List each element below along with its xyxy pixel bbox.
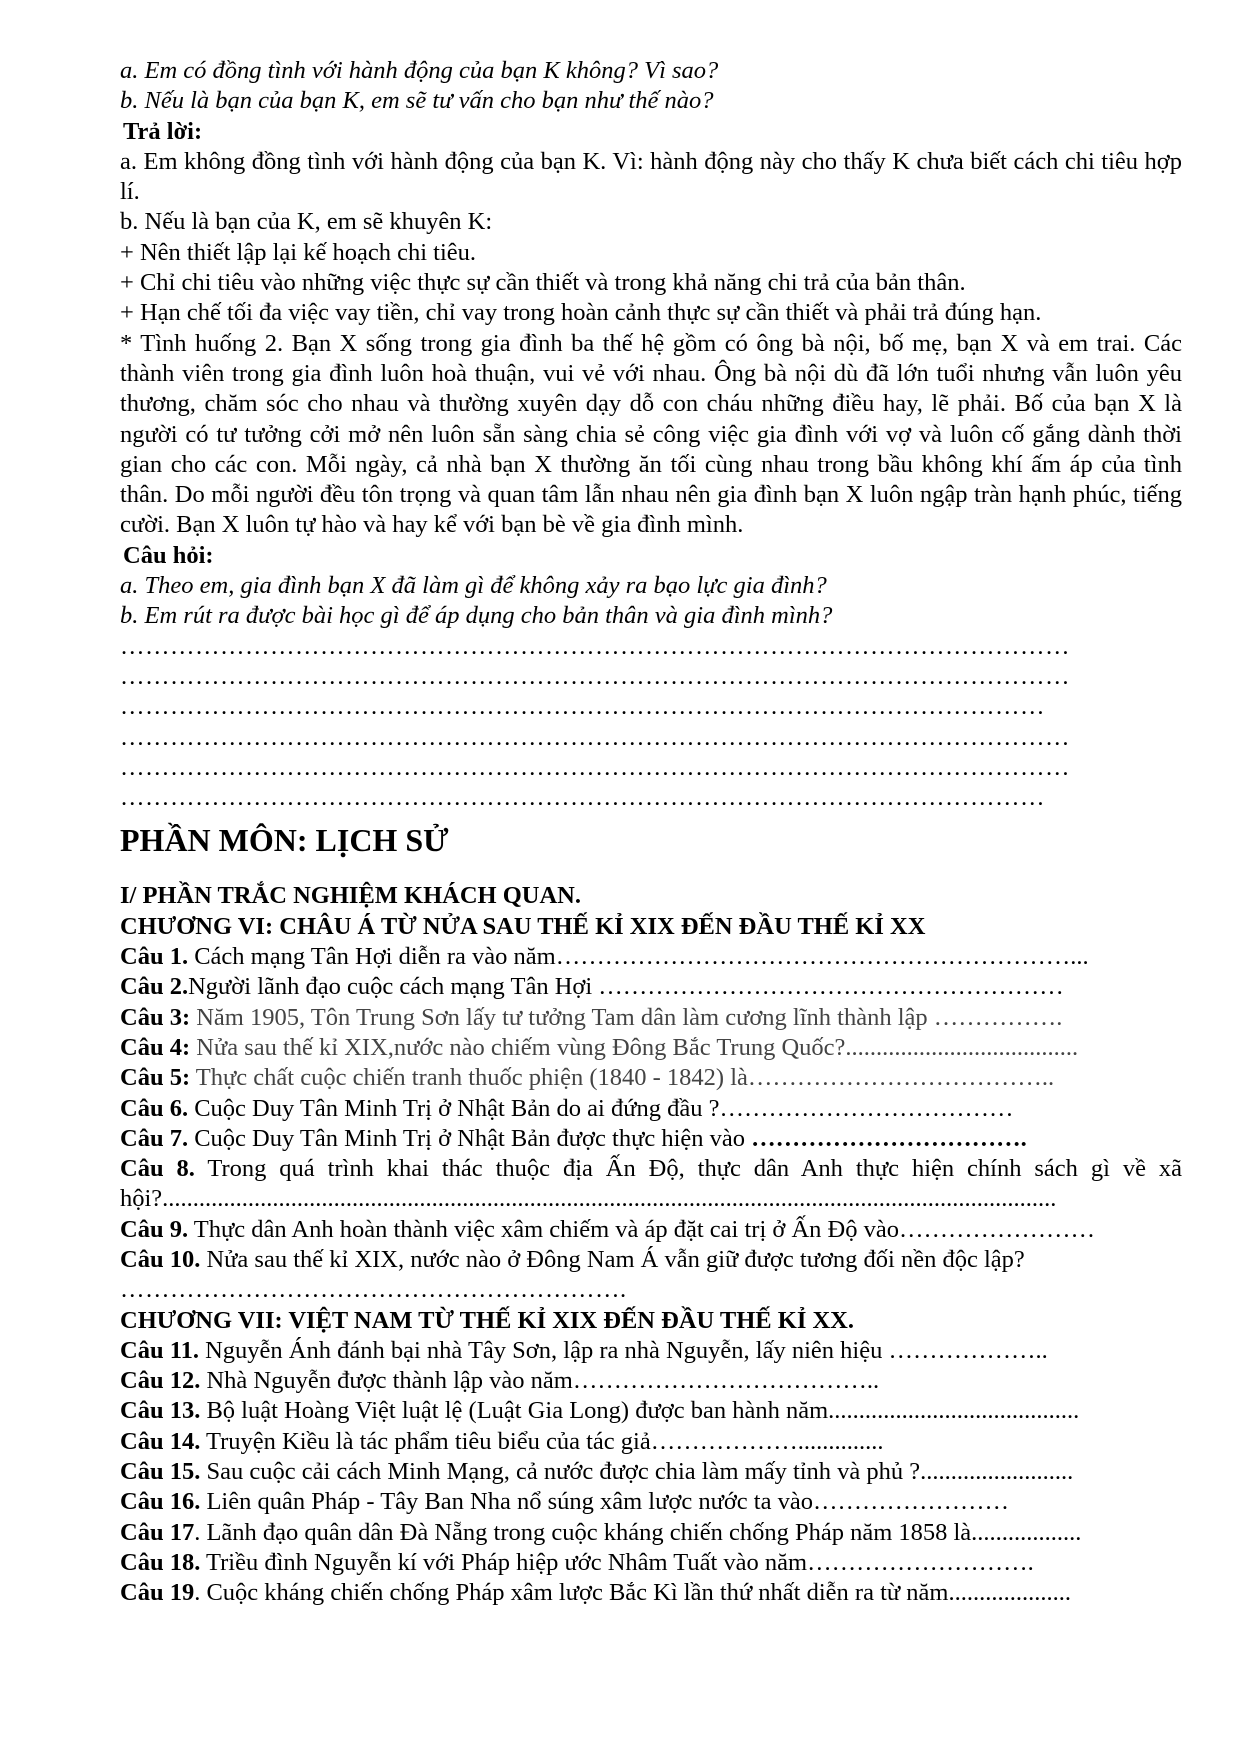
question-text: Nguyễn Ánh đánh bại nhà Tây Sơn, lập ra nhà Nguyễn, lấy niên hiệu ……………….. [198, 1336, 1048, 1364]
answer-label: Trả lời: [123, 117, 203, 145]
question-item [120, 1215, 1182, 1245]
question-number: Câu 6. [120, 1094, 189, 1122]
question-number: Câu 7. [120, 1124, 189, 1152]
question-text: Cách mạng Tân Hợi diễn ra vào năm………………………………………………………... [188, 943, 1089, 971]
question-text: Truyện Kiều là tác phẩm tiêu biểu của tác giả……………….............. [200, 1427, 884, 1455]
question-number: Câu 19 [120, 1579, 195, 1607]
history-section-title: PHẦN MÔN: LỊCH SỬ [120, 822, 449, 859]
question-label: Câu hỏi: [123, 541, 214, 569]
question-item [120, 1033, 1182, 1063]
question-text: Nhà Nguyễn được thành lập vào năm……………………………….. [200, 1367, 880, 1395]
question-item [120, 972, 1182, 1002]
question-text: . Cuộc kháng chiến chống Pháp xâm lược Bắc Kì lần thứ nhất diễn ra từ năm.................... [194, 1579, 1071, 1607]
question-text: Triều đình Nguyễn kí với Pháp hiệp ước Nhâm Tuất vào năm………………………. [200, 1548, 1034, 1576]
situation2-text: * Tình huống 2. Bạn X sống trong gia đình ba thế hệ gồm có ông bà nội, bố mẹ, bạn X và em trai. Các thành viên trong gia đình luôn hoà thuận, vui vẻ với nhau. Ông bà nội dù đã lớn tuổi nhưng vẫn luôn yêu thương, chăm sóc cho nhau và thường xuyên dạy dỗ con cháu những điều hay, lẽ phải. Bố của bạn X là người có tư tưởng cởi mở nên luôn sẵn sàng chia sẻ công việc gia đình với vợ và luôn cố gắng dành thời gian cho các con. Mỗi ngày, cả nhà bạn X thường ăn tối cùng nhau trong bầu không khí ấm áp của tình thân. Do mỗi người đều tôn trọng và quan tâm lẫn nhau nên gia đình bạn X luôn ngập tràn hạnh phúc, tiếng cười. Bạn X luôn tự hào và hay kể với bạn bè về gia đình mình. [120, 329, 1182, 539]
question-number: Câu 2. [120, 973, 189, 1001]
question-text: Nửa sau thế kỉ XIX, nước nào ở Đông Nam Á vẫn giữ được tương đối nền độc lập? [200, 1245, 1025, 1273]
question-number: Câu 12. [120, 1367, 201, 1395]
answer-line: ……………………………………………………. [120, 1276, 627, 1304]
question-number: Câu 3: [120, 1003, 191, 1031]
question-number: Câu 16. [120, 1488, 201, 1516]
advice-item: + Chỉ chi tiêu vào những việc thực sự cần thiết và trong khả năng chi trả của bản thân. [120, 269, 966, 297]
question-number: Câu 15. [120, 1458, 201, 1486]
document-page [120, 56, 1182, 1609]
question-item [120, 1427, 1182, 1457]
question-item [120, 942, 1182, 972]
question-item [120, 1245, 1182, 1275]
question-text: Năm 1905, Tôn Trung Sơn lấy tư tưởng Tam dân làm cương lĩnh thành lập ……………. [190, 1003, 1063, 1031]
question-text: Bộ luật Hoàng Việt luật lệ (Luật Gia Long) được ban hành năm......................................... [200, 1397, 1080, 1425]
situation1-answer-a: a. Em không đồng tình với hành động của bạn K. Vì: hành động này cho thấy K chưa biết cách chi tiêu hợp lí. [120, 147, 1182, 206]
answer-line: ………………………………………………………………………………………………… [120, 784, 1045, 812]
part-title: I/ PHẦN TRẮC NGHIỆM KHÁCH QUAN. [120, 882, 581, 910]
situation1-question-a: a. Em có đồng tình với hành động của bạn K không? Vì sao? [120, 57, 719, 84]
question-item [120, 1003, 1182, 1033]
situation1-answer-b: b. Nếu là bạn của K, em sẽ khuyên K: [120, 208, 493, 236]
question-item [120, 1063, 1182, 1093]
question-text: Cuộc Duy Tân Minh Trị ở Nhật Bản do ai đứng đầu ?……………………………… [188, 1094, 1014, 1122]
question-number: Câu 13. [120, 1397, 201, 1425]
question-number: Câu 8. [120, 1155, 195, 1183]
question-number: Câu 17 [120, 1518, 195, 1546]
question-item [120, 1396, 1182, 1426]
answer-line: …………………………………………………………………………………………………… [120, 632, 1070, 660]
question-number: Câu 18. [120, 1548, 201, 1576]
situation1-question-b: b. Nếu là bạn của bạn K, em sẽ tư vấn cho bạn như thế nào? [120, 87, 714, 115]
question-text: Trong quá trình khai thác thuộc địa Ấn Độ, thực dân Anh thực hiện chính sách gì về xã hội?.................................................................................................................................................. [120, 1155, 1182, 1213]
question-item [120, 1124, 1182, 1154]
question-item [120, 1154, 1182, 1215]
question-text: Người lãnh đạo cuộc cách mạng Tân Hợi ………………………………………………… [188, 973, 1064, 1001]
chapter-6-title: CHƯƠNG VI: CHÂU Á TỪ NỬA SAU THẾ KỈ XIX ĐẾN ĐẦU THẾ KỈ XX [120, 912, 926, 940]
question-number: Câu 10. [120, 1245, 201, 1273]
question-number: Câu 9. [120, 1215, 189, 1243]
answer-line: …………………………………………………………………………………………………… [120, 662, 1070, 690]
question-text: . Lãnh đạo quân dân Đà Nẵng trong cuộc kháng chiến chống Pháp năm 1858 là.................. [194, 1518, 1082, 1546]
question-text: Cuộc Duy Tân Minh Trị ở Nhật Bản được thực hiện vào [188, 1124, 752, 1152]
question-item [120, 1518, 1182, 1548]
question-item [120, 1578, 1182, 1608]
question-text: Thực dân Anh hoàn thành việc xâm chiếm và áp đặt cai trị ở Ấn Độ vào…………………… [188, 1215, 1095, 1243]
advice-item: + Nên thiết lập lại kế hoạch chi tiêu. [120, 238, 477, 266]
question-text: Nửa sau thế kỉ XIX,nước nào chiếm vùng Đông Bắc Trung Quốc?...................................... [190, 1033, 1079, 1061]
question-item [120, 1366, 1182, 1396]
chapter-7-title: CHƯƠNG VII: VIỆT NAM TỪ THẾ KỈ XIX ĐẾN ĐẦU THẾ KỈ XX. [120, 1306, 854, 1334]
question-text: Sau cuộc cải cách Minh Mạng, cả nước được chia làm mấy tỉnh và phủ ?......................... [200, 1458, 1074, 1486]
question-item [120, 1487, 1182, 1517]
question-item [120, 1094, 1182, 1124]
answer-line: ………………………………………………………………………………………………… [120, 693, 1045, 721]
question-dots: ……………………………. [751, 1124, 1027, 1152]
question-text: Liên quân Pháp - Tây Ban Nha nổ súng xâm lược nước ta vào…………………… [200, 1488, 1009, 1516]
question-number: Câu 5: [120, 1064, 191, 1092]
question-number: Câu 11. [120, 1336, 199, 1364]
answer-line: …………………………………………………………………………………………………… [120, 723, 1070, 751]
advice-item: + Hạn chế tối đa việc vay tiền, chỉ vay trong hoàn cảnh thực sự cần thiết và phải trả đúng hạn. [120, 299, 1042, 327]
question-item [120, 1457, 1182, 1487]
question-number: Câu 1. [120, 943, 189, 971]
question-number: Câu 4: [120, 1033, 191, 1061]
question-text: Thực chất cuộc chiến tranh thuốc phiện (1840 - 1842) là……………………………….. [190, 1064, 1055, 1092]
situation2-question-a: a. Theo em, gia đình bạn X đã làm gì để không xảy ra bạo lực gia đình? [120, 572, 827, 600]
answer-line: …………………………………………………………………………………………………… [120, 753, 1070, 781]
question-item [120, 1548, 1182, 1578]
question-number: Câu 14. [120, 1427, 201, 1455]
situation2-question-b: b. Em rút ra được bài học gì để áp dụng cho bản thân và gia đình mình? [120, 602, 833, 630]
question-item [120, 1336, 1182, 1366]
